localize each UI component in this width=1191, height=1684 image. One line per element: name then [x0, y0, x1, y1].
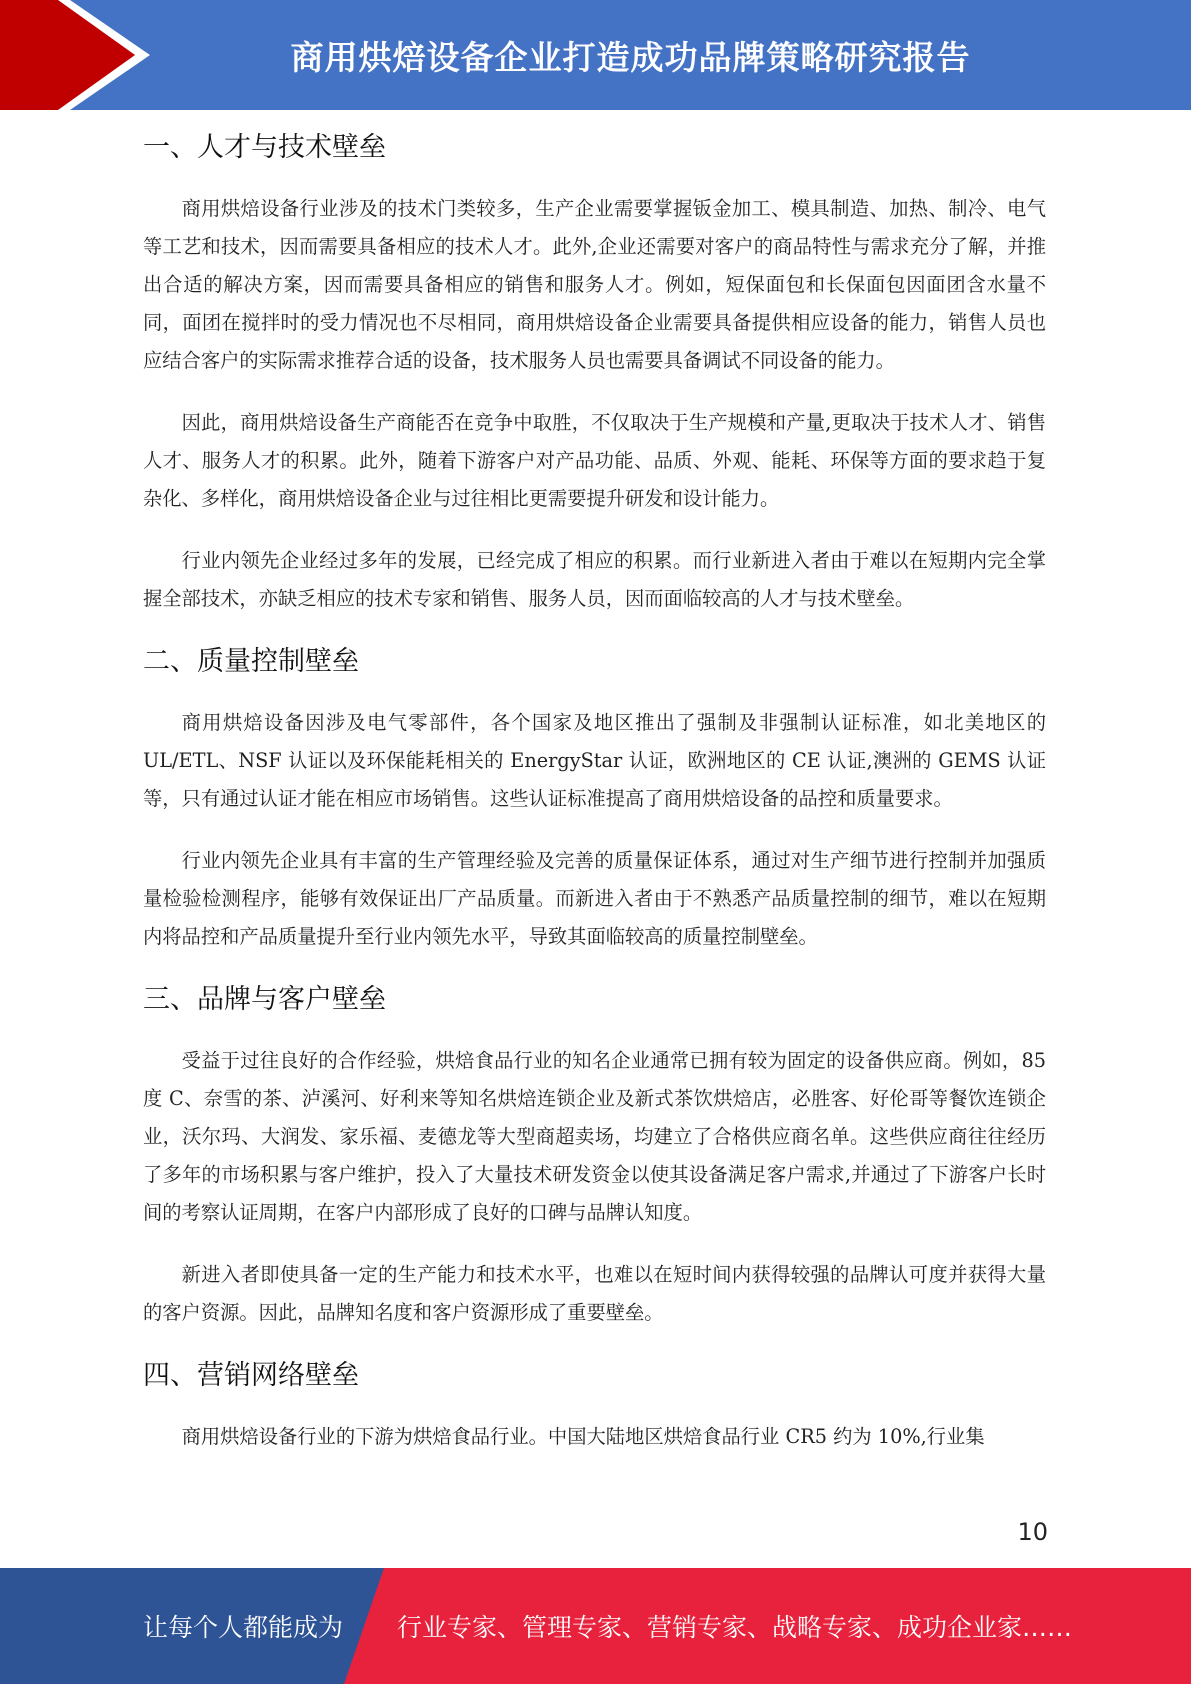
footer-slogan-right: 行业专家、管理专家、营销专家、战略专家、成功企业家……	[397, 1613, 1073, 1642]
paragraph: 商用烘焙设备行业的下游为烘焙食品行业。中国大陆地区烘焙食品行业 CR5 约为 10%,行业集	[181, 1425, 985, 1448]
section-heading: 四、营销网络壁垒	[143, 1360, 359, 1391]
paragraph: 行业内领先企业具有丰富的生产管理经验及完善的质量保证体系，通过对生产细节进行控制并加强质量检验检测程序，能够有效保证出厂产品质量。而新进入者由于不熟悉产品质量控制的细节，难以在短期内将品控和产品质量提升至行业内领先水平，导致其面临较高的质量控制壁垒。	[143, 849, 1046, 948]
document-body	[143, 128, 1046, 1480]
page-footer	[0, 1568, 1191, 1684]
section-heading: 三、品牌与客户壁垒	[143, 984, 386, 1015]
section-heading: 一、人才与技术壁垒	[143, 132, 386, 163]
section-heading: 二、质量控制壁垒	[143, 646, 359, 677]
paragraph: 行业内领先企业经过多年的发展，已经完成了相应的积累。而行业新进入者由于难以在短期内完全掌握全部技术，亦缺乏相应的技术专家和销售、服务人员，因而面临较高的人才与技术壁垒。	[143, 549, 1046, 610]
paragraph: 新进入者即使具备一定的生产能力和技术水平，也难以在短时间内获得较强的品牌认可度并获得大量的客户资源。因此，品牌知名度和客户资源形成了重要壁垒。	[143, 1263, 1046, 1324]
section-quality-control	[143, 642, 1046, 956]
page-header	[0, 0, 1191, 110]
paragraph: 商用烘焙设备因涉及电气零部件，各个国家及地区推出了强制及非强制认证标准，如北美地区的 UL/ETL、NSF 认证以及环保能耗相关的 EnergyStar 认证，欧洲地区的 CE 认证,澳洲的 GEMS 认证等，只有通过认证才能在相应市场销售。这些认证标准提高了商用烘焙设备的品控和质量要求。	[143, 711, 1046, 810]
page-number: 10	[1017, 1518, 1048, 1546]
section-marketing-network	[143, 1356, 1046, 1456]
footer-slogan-left: 让每个人都能成为	[143, 1613, 344, 1642]
report-title: 商用烘焙设备企业打造成功品牌策略研究报告	[290, 37, 971, 77]
paragraph: 受益于过往良好的合作经验，烘焙食品行业的知名企业通常已拥有较为固定的设备供应商。例如，85 度 C、奈雪的茶、泸溪河、好利来等知名烘焙连锁企业及新式茶饮烘焙店，必胜客、好伦哥等餐饮连锁企业，沃尔玛、大润发、家乐福、麦德龙等大型商超卖场，均建立了合格供应商名单。这些供应商往往经历了多年的市场积累与客户维护，投入了大量技术研发资金以使其设备满足客户需求,并通过了下游客户长时间的考察认证周期，在客户内部形成了良好的口碑与品牌认知度。	[143, 1049, 1046, 1224]
section-talent-tech	[143, 128, 1046, 618]
section-brand-customer	[143, 980, 1046, 1332]
paragraph: 因此，商用烘焙设备生产商能否在竞争中取胜，不仅取决于生产规模和产量,更取决于技术人才、销售人才、服务人才的积累。此外，随着下游客户对产品功能、品质、外观、能耗、环保等方面的要求趋于复杂化、多样化，商用烘焙设备企业与过往相比更需要提升研发和设计能力。	[143, 411, 1046, 510]
paragraph: 商用烘焙设备行业涉及的技术门类较多，生产企业需要掌握钣金加工、模具制造、加热、制冷、电气等工艺和技术，因而需要具备相应的技术人才。此外,企业还需要对客户的商品特性与需求充分了解，并推出合适的解决方案，因而需要具备相应的销售和服务人才。例如，短保面包和长保面包因面团含水量不同，面团在搅拌时的受力情况也不尽相同，商用烘焙设备企业需要具备提供相应设备的能力，销售人员也应结合客户的实际需求推荐合适的设备，技术服务人员也需要具备调试不同设备的能力。	[143, 197, 1046, 372]
